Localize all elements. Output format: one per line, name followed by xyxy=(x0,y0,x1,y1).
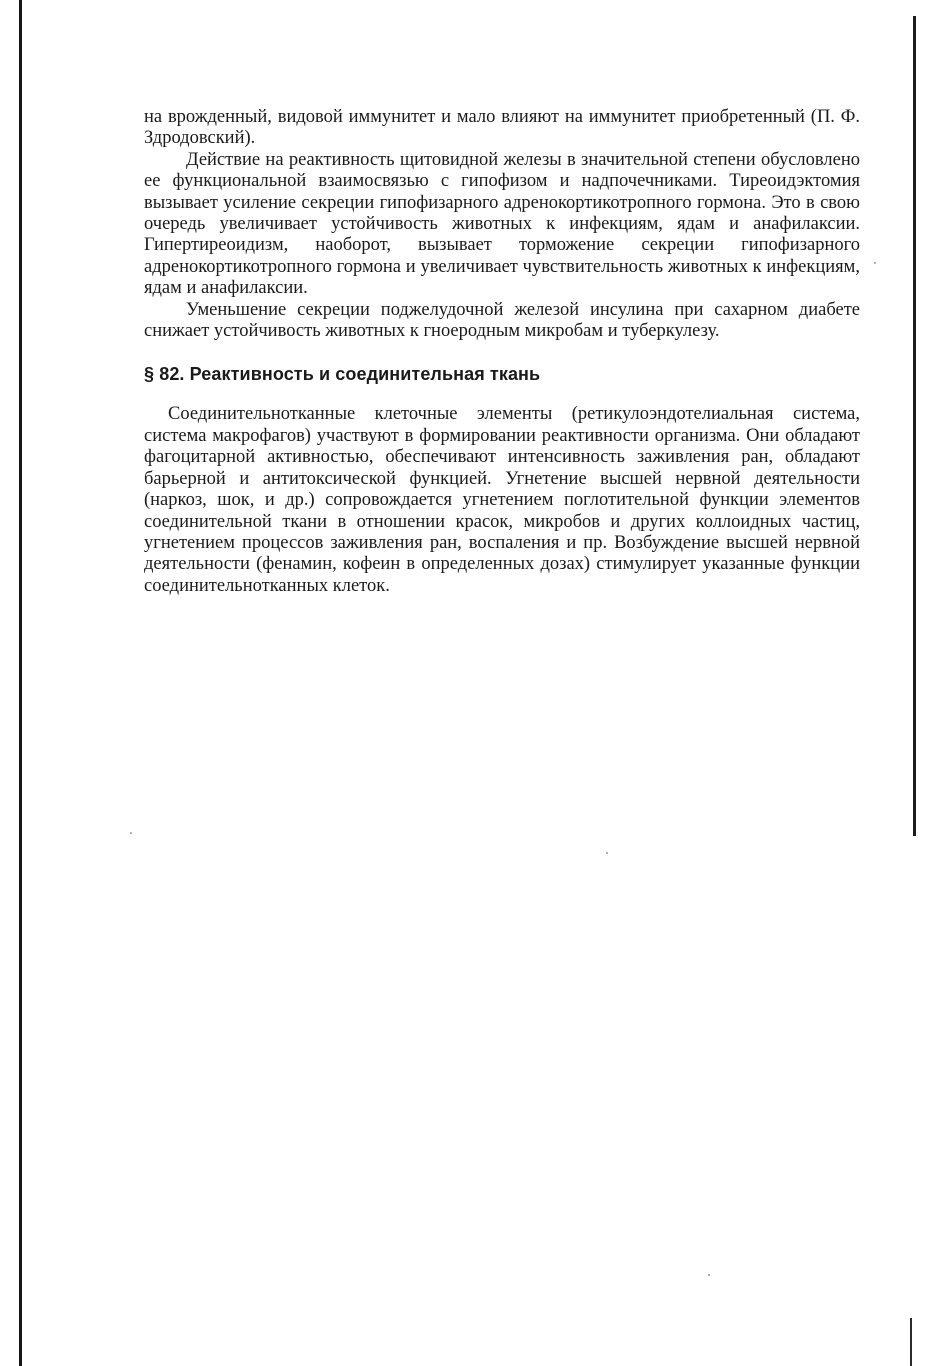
paragraph-pancreas: Уменьшение секреции поджелудочной железой инсулина при сахарном диабете снижает устойчивость животных к гноеродным микробам и туберкулезу. xyxy=(144,299,860,342)
section-heading: § 82. Реактивность и соединительная ткань xyxy=(144,364,541,385)
scan-speck xyxy=(874,262,876,264)
scan-speck xyxy=(708,1274,710,1276)
paragraph-connective-tissue: Соединительнотканные клеточные элементы (ретикулоэндотелиальная система, система макрофагов) участвуют в формировании реактивности организма. Они обладают фагоцитарной активностью, обеспечивают интенсивность заживления ран, обладают барьерной и антитоксической функцией. Угнетение высшей нервной деятельности (наркоз, шок, и др.) сопровождается угнетением поглотительной функции элементов соединительной ткани в отношении красок, микробов и других коллоидных частиц, угнетением процессов заживления ран, воспаления и пр. Возбуждение высшей нервной деятельности (фенамин, кофеин в определенных дозах) стимулирует указанные функции соединительнотканных клеток. xyxy=(144,404,860,596)
page-body xyxy=(144,107,860,597)
scan-speck xyxy=(130,832,132,834)
paragraph-thyroid: Действие на реактивность щитовидной железы в значительной степени обусловлено ее функциональной взаимосвязью с гипофизом и надпочечниками. Тиреоидэктомия вызывает усиление секреции гипофизарного адренокортикотропного гормона. Это в свою очередь увеличивает устойчивость животных к инфекциям, ядам и анафилаксии. Гипертиреоидизм, наоборот, вызывает торможение секреции гипофизарного адренокортикотропного гормона и увеличивает чувствительность животных к инфекциям, ядам и анафилаксии. xyxy=(144,149,860,299)
scan-speck xyxy=(606,852,608,854)
paragraph-continuation: на врожденный, видовой иммунитет и мало влияют на иммунитет приобретенный (П. Ф. Здродовский). xyxy=(144,107,860,149)
scan-edge-right xyxy=(913,16,916,836)
scan-edge-left xyxy=(19,0,22,1366)
scan-edge-right-lower xyxy=(910,1318,912,1366)
